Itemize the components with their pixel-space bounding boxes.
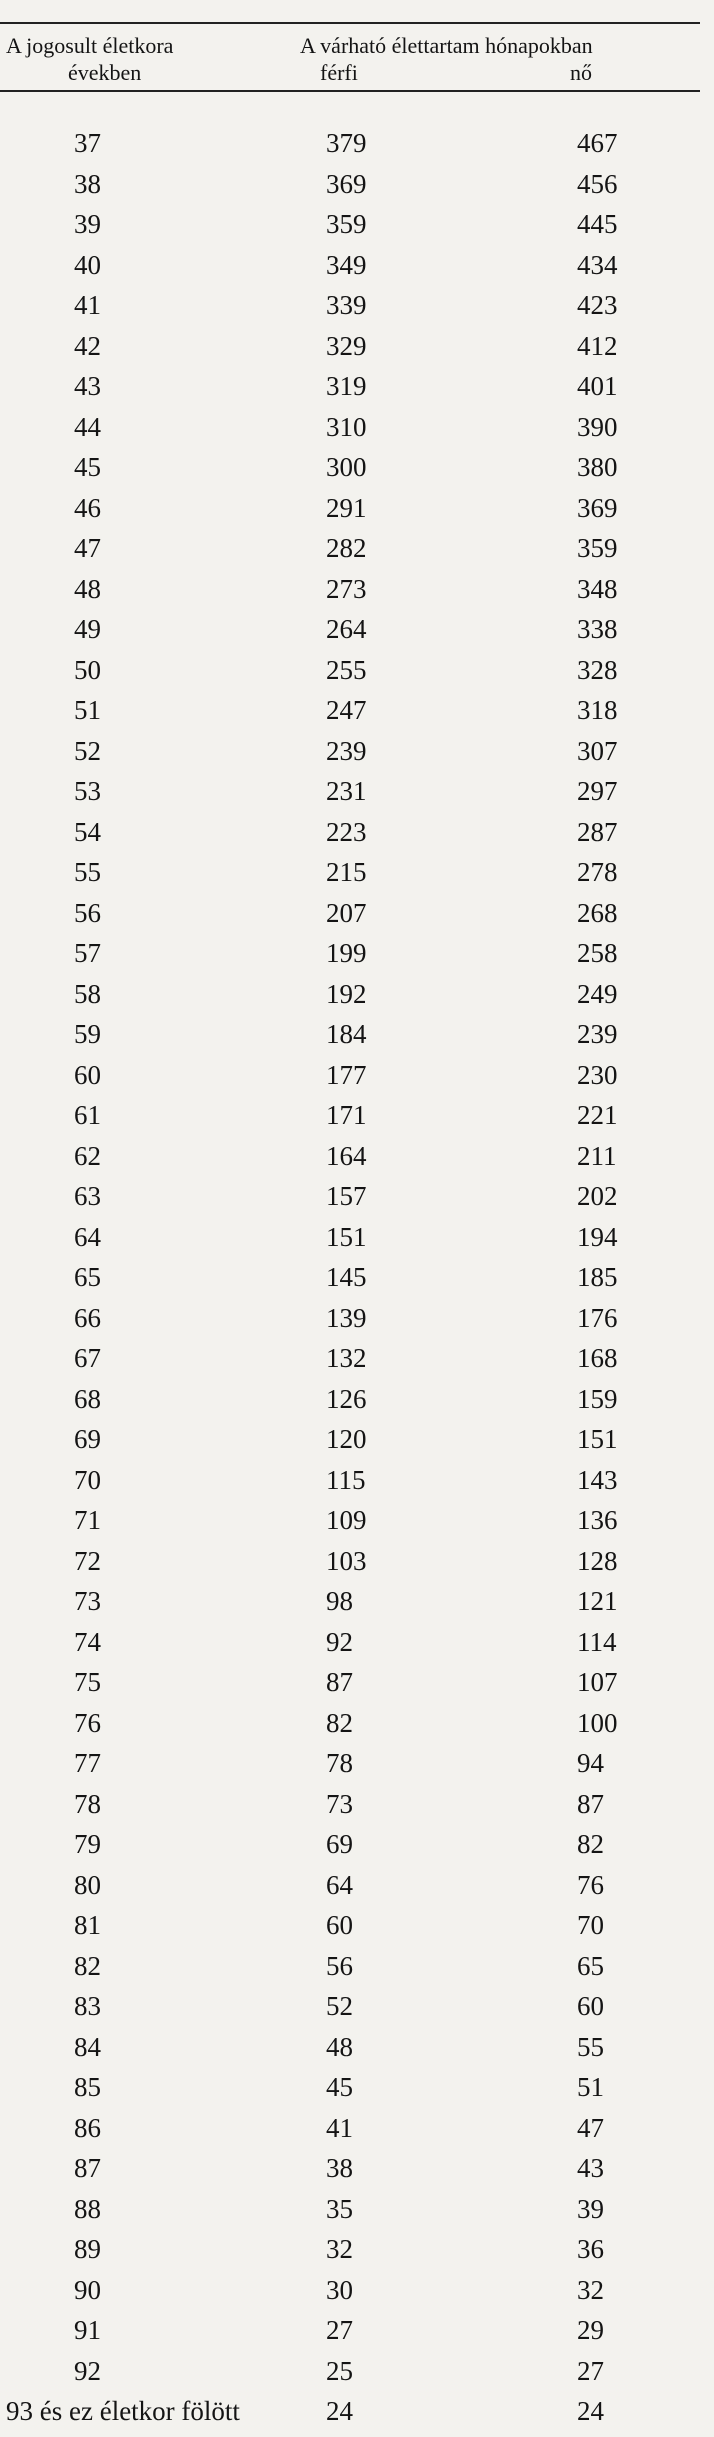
male-months-cell: 239 — [326, 735, 367, 766]
header-life-expectancy: A várható élettartam hónapokban — [300, 33, 593, 58]
table-row — [0, 1708, 714, 1749]
male-months-cell: 300 — [326, 452, 367, 482]
table-row — [0, 1019, 714, 1060]
age-cell: 81 — [74, 1910, 101, 1940]
age-cell: 61 — [74, 1100, 101, 1130]
table-row — [0, 2275, 714, 2316]
male-months-cell: 329 — [326, 330, 367, 361]
male-months-cell: 282 — [326, 533, 367, 563]
age-cell: 69 — [74, 1424, 101, 1454]
male-months-cell: 164 — [326, 1140, 367, 1171]
male-months-cell: 349 — [326, 249, 367, 280]
female-months-cell: 87 — [577, 1788, 604, 1819]
age-cell: 54 — [74, 816, 101, 847]
male-months-cell: 151 — [326, 1221, 367, 1252]
table-row — [0, 2032, 714, 2073]
age-cell: 82 — [74, 1950, 101, 1981]
female-months-cell: 297 — [577, 776, 618, 806]
age-cell: 64 — [74, 1221, 101, 1252]
age-cell: 57 — [74, 938, 101, 968]
table-row — [0, 817, 714, 858]
female-months-cell: 136 — [577, 1505, 618, 1535]
table-row — [0, 1546, 714, 1587]
male-months-cell: 45 — [326, 2072, 353, 2102]
age-cell: 83 — [74, 1991, 101, 2021]
male-months-cell: 56 — [326, 1950, 353, 1981]
age-cell: 50 — [74, 654, 101, 685]
age-cell: 41 — [74, 290, 101, 320]
male-months-cell: 92 — [326, 1626, 353, 1657]
table-top-rule — [0, 22, 700, 24]
table-row — [0, 1303, 714, 1344]
female-months-cell: 348 — [577, 573, 618, 604]
male-months-cell: 215 — [326, 857, 367, 887]
male-months-cell: 103 — [326, 1545, 367, 1576]
age-cell: 52 — [74, 735, 101, 766]
table-row — [0, 1141, 714, 1182]
age-cell: 77 — [74, 1748, 101, 1778]
table-row — [0, 2396, 714, 2437]
header-male: férfi — [320, 60, 358, 85]
table-row — [0, 2153, 714, 2194]
male-months-cell: 132 — [326, 1343, 367, 1373]
female-months-cell: 151 — [577, 1424, 618, 1454]
male-months-cell: 32 — [326, 2234, 353, 2264]
age-cell: 59 — [74, 1019, 101, 1049]
male-months-cell: 64 — [326, 1869, 353, 1900]
age-cell: 85 — [74, 2072, 101, 2102]
age-cell: 60 — [74, 1059, 101, 1090]
male-months-cell: 369 — [326, 168, 367, 199]
female-months-cell: 168 — [577, 1343, 618, 1373]
age-cell: 74 — [74, 1626, 101, 1657]
header-age-line2: években — [68, 60, 142, 85]
male-months-cell: 60 — [326, 1910, 353, 1940]
age-cell: 55 — [74, 857, 101, 887]
table-row — [0, 250, 714, 291]
male-months-cell: 52 — [326, 1991, 353, 2021]
age-cell: 58 — [74, 978, 101, 1009]
male-months-cell: 264 — [326, 614, 367, 644]
female-months-cell: 94 — [577, 1748, 604, 1778]
female-months-cell: 76 — [577, 1869, 604, 1900]
table-row — [0, 2113, 714, 2154]
table-row — [0, 1465, 714, 1506]
age-cell: 66 — [74, 1302, 101, 1333]
female-months-cell: 176 — [577, 1302, 618, 1333]
female-months-cell: 114 — [577, 1626, 617, 1657]
male-months-cell: 41 — [326, 2112, 353, 2143]
male-months-cell: 177 — [326, 1059, 367, 1090]
age-cell: 39 — [74, 209, 101, 239]
table-row — [0, 331, 714, 372]
age-cell: 86 — [74, 2112, 101, 2143]
age-cell: 70 — [74, 1464, 101, 1495]
female-months-cell: 287 — [577, 816, 618, 847]
table-row — [0, 209, 714, 250]
age-cell: 93 és ez életkor fölött — [6, 2396, 240, 2426]
age-cell: 65 — [74, 1262, 101, 1292]
female-months-cell: 51 — [577, 2072, 604, 2102]
male-months-cell: 87 — [326, 1667, 353, 1697]
table-row — [0, 2194, 714, 2235]
header-age-line1: A jogosult életkora — [6, 33, 174, 58]
table-row — [0, 736, 714, 777]
female-months-cell: 307 — [577, 735, 618, 766]
female-months-cell: 380 — [577, 452, 618, 482]
table-row — [0, 169, 714, 210]
female-months-cell: 338 — [577, 614, 618, 644]
age-cell: 90 — [74, 2274, 101, 2305]
table-row — [0, 2315, 714, 2356]
male-months-cell: 98 — [326, 1586, 353, 1616]
male-months-cell: 359 — [326, 209, 367, 239]
table-row — [0, 1222, 714, 1263]
male-months-cell: 310 — [326, 411, 367, 442]
female-months-cell: 143 — [577, 1464, 618, 1495]
table-row — [0, 493, 714, 534]
female-months-cell: 456 — [577, 168, 618, 199]
female-months-cell: 467 — [577, 128, 618, 158]
female-months-cell: 211 — [577, 1140, 617, 1171]
male-months-cell: 109 — [326, 1505, 367, 1535]
male-months-cell: 27 — [326, 2315, 353, 2345]
age-cell: 91 — [74, 2315, 101, 2345]
age-cell: 46 — [74, 492, 101, 523]
female-months-cell: 82 — [577, 1829, 604, 1859]
age-cell: 89 — [74, 2234, 101, 2264]
female-months-cell: 221 — [577, 1100, 618, 1130]
male-months-cell: 255 — [326, 654, 367, 685]
age-cell: 62 — [74, 1140, 101, 1171]
table-row — [0, 1505, 714, 1546]
age-cell: 79 — [74, 1829, 101, 1859]
male-months-cell: 145 — [326, 1262, 367, 1292]
life-expectancy-table-body — [0, 128, 714, 2437]
male-months-cell: 35 — [326, 2193, 353, 2224]
female-months-cell: 39 — [577, 2193, 604, 2224]
table-row — [0, 857, 714, 898]
female-months-cell: 70 — [577, 1910, 604, 1940]
table-row — [0, 1910, 714, 1951]
table-row — [0, 1951, 714, 1992]
age-cell: 88 — [74, 2193, 101, 2224]
male-months-cell: 379 — [326, 128, 367, 158]
table-row — [0, 1181, 714, 1222]
female-months-cell: 128 — [577, 1545, 618, 1576]
female-months-cell: 423 — [577, 290, 618, 320]
age-cell: 76 — [74, 1707, 101, 1738]
table-row — [0, 1789, 714, 1830]
table-row — [0, 614, 714, 655]
female-months-cell: 445 — [577, 209, 618, 239]
male-months-cell: 24 — [326, 2396, 353, 2426]
age-cell: 56 — [74, 897, 101, 928]
age-cell: 73 — [74, 1586, 101, 1616]
age-cell: 67 — [74, 1343, 101, 1373]
female-months-cell: 328 — [577, 654, 618, 685]
age-cell: 72 — [74, 1545, 101, 1576]
age-cell: 49 — [74, 614, 101, 644]
male-months-cell: 30 — [326, 2274, 353, 2305]
female-months-cell: 24 — [577, 2396, 604, 2426]
age-cell: 68 — [74, 1383, 101, 1414]
female-months-cell: 36 — [577, 2234, 604, 2264]
male-months-cell: 231 — [326, 776, 367, 806]
female-months-cell: 390 — [577, 411, 618, 442]
table-row — [0, 1262, 714, 1303]
header-female: nő — [570, 60, 592, 85]
table-row — [0, 1748, 714, 1789]
table-row — [0, 1384, 714, 1425]
table-row — [0, 695, 714, 736]
table-row — [0, 1627, 714, 1668]
table-row — [0, 574, 714, 615]
female-months-cell: 159 — [577, 1383, 618, 1414]
male-months-cell: 48 — [326, 2031, 353, 2062]
table-row — [0, 371, 714, 412]
female-months-cell: 27 — [577, 2355, 604, 2386]
age-cell: 48 — [74, 573, 101, 604]
male-months-cell: 139 — [326, 1302, 367, 1333]
female-months-cell: 121 — [577, 1586, 618, 1616]
table-row — [0, 1870, 714, 1911]
male-months-cell: 69 — [326, 1829, 353, 1859]
table-row — [0, 533, 714, 574]
male-months-cell: 73 — [326, 1788, 353, 1819]
male-months-cell: 199 — [326, 938, 367, 968]
table-row — [0, 290, 714, 331]
table-row — [0, 1829, 714, 1870]
female-months-cell: 369 — [577, 492, 618, 523]
female-months-cell: 185 — [577, 1262, 618, 1292]
female-months-cell: 202 — [577, 1181, 618, 1211]
table-row — [0, 898, 714, 939]
female-months-cell: 100 — [577, 1707, 618, 1738]
female-months-cell: 47 — [577, 2112, 604, 2143]
age-cell: 84 — [74, 2031, 101, 2062]
age-cell: 80 — [74, 1869, 101, 1900]
table-row — [0, 2072, 714, 2113]
male-months-cell: 157 — [326, 1181, 367, 1211]
female-months-cell: 55 — [577, 2031, 604, 2062]
female-months-cell: 258 — [577, 938, 618, 968]
female-months-cell: 60 — [577, 1991, 604, 2021]
age-cell: 47 — [74, 533, 101, 563]
age-cell: 78 — [74, 1788, 101, 1819]
female-months-cell: 32 — [577, 2274, 604, 2305]
table-row — [0, 1343, 714, 1384]
male-months-cell: 120 — [326, 1424, 367, 1454]
male-months-cell: 171 — [326, 1100, 367, 1130]
age-cell: 75 — [74, 1667, 101, 1697]
age-cell: 63 — [74, 1181, 101, 1211]
male-months-cell: 247 — [326, 695, 367, 725]
male-months-cell: 78 — [326, 1748, 353, 1778]
table-row — [0, 1586, 714, 1627]
male-months-cell: 223 — [326, 816, 367, 847]
female-months-cell: 268 — [577, 897, 618, 928]
female-months-cell: 107 — [577, 1667, 618, 1697]
age-cell: 51 — [74, 695, 101, 725]
female-months-cell: 194 — [577, 1221, 618, 1252]
table-row — [0, 655, 714, 696]
table-row — [0, 1424, 714, 1465]
male-months-cell: 184 — [326, 1019, 367, 1049]
age-cell: 40 — [74, 249, 101, 280]
female-months-cell: 434 — [577, 249, 618, 280]
female-months-cell: 401 — [577, 371, 618, 401]
table-row — [0, 1060, 714, 1101]
age-cell: 43 — [74, 371, 101, 401]
male-months-cell: 207 — [326, 897, 367, 928]
male-months-cell: 25 — [326, 2355, 353, 2386]
female-months-cell: 65 — [577, 1950, 604, 1981]
age-cell: 37 — [74, 128, 101, 158]
female-months-cell: 230 — [577, 1059, 618, 1090]
age-cell: 87 — [74, 2153, 101, 2183]
male-months-cell: 38 — [326, 2153, 353, 2183]
table-row — [0, 938, 714, 979]
table-row — [0, 1100, 714, 1141]
female-months-cell: 239 — [577, 1019, 618, 1049]
male-months-cell: 192 — [326, 978, 367, 1009]
male-months-cell: 115 — [326, 1464, 366, 1495]
table-row — [0, 412, 714, 453]
age-cell: 71 — [74, 1505, 101, 1535]
male-months-cell: 82 — [326, 1707, 353, 1738]
female-months-cell: 359 — [577, 533, 618, 563]
male-months-cell: 339 — [326, 290, 367, 320]
table-row — [0, 979, 714, 1020]
age-cell: 53 — [74, 776, 101, 806]
table-row — [0, 128, 714, 169]
table-header-rule — [0, 90, 700, 92]
female-months-cell: 29 — [577, 2315, 604, 2345]
male-months-cell: 291 — [326, 492, 367, 523]
female-months-cell: 43 — [577, 2153, 604, 2183]
female-months-cell: 278 — [577, 857, 618, 887]
age-cell: 92 — [74, 2355, 101, 2386]
age-cell: 45 — [74, 452, 101, 482]
table-row — [0, 2234, 714, 2275]
age-cell: 44 — [74, 411, 101, 442]
age-cell: 38 — [74, 168, 101, 199]
table-row — [0, 452, 714, 493]
male-months-cell: 319 — [326, 371, 367, 401]
male-months-cell: 126 — [326, 1383, 367, 1414]
age-cell: 42 — [74, 330, 101, 361]
table-row — [0, 2356, 714, 2397]
female-months-cell: 318 — [577, 695, 618, 725]
table-row — [0, 1667, 714, 1708]
female-months-cell: 412 — [577, 330, 618, 361]
female-months-cell: 249 — [577, 978, 618, 1009]
table-row — [0, 776, 714, 817]
male-months-cell: 273 — [326, 573, 367, 604]
table-row — [0, 1991, 714, 2032]
